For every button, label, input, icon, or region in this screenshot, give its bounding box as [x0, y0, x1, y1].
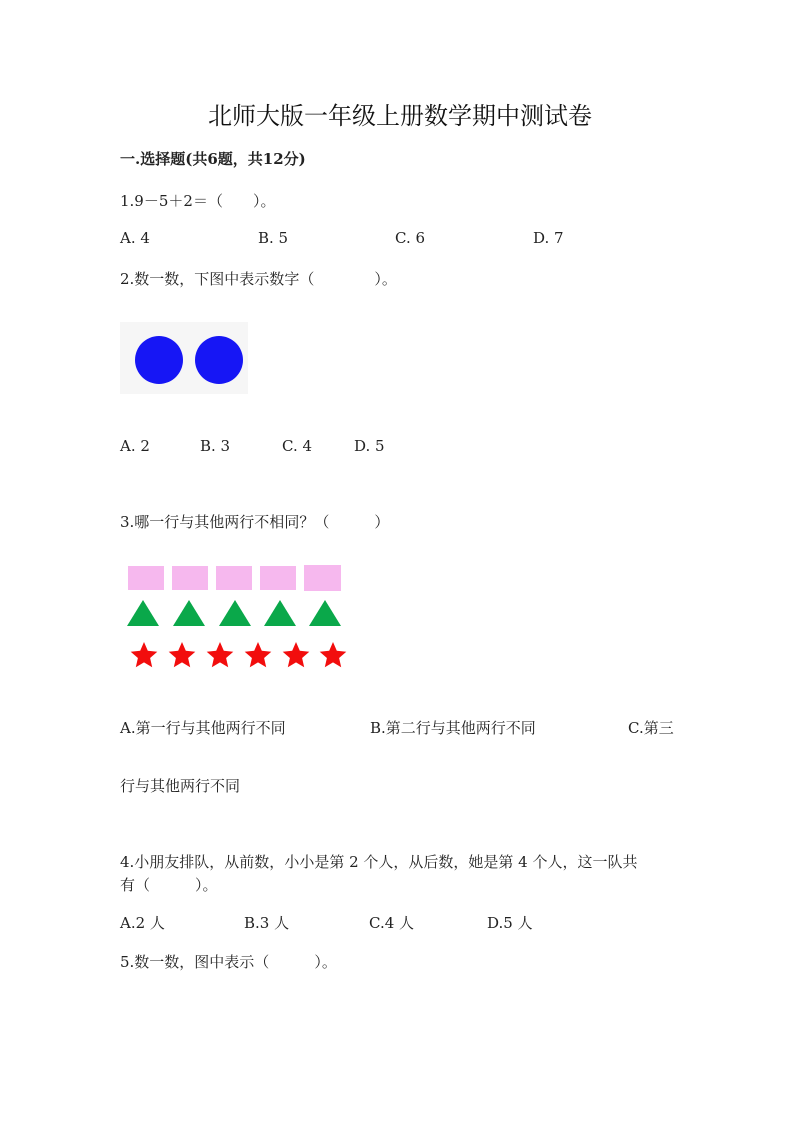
green-triangle: [173, 600, 205, 626]
question-3-figure: [124, 562, 354, 674]
red-star: [207, 642, 234, 667]
section-heading: 一.选择题(共6题，共12分): [120, 150, 306, 168]
pink-rectangle: [216, 566, 252, 590]
question-3-stem: 3.哪一行与其他两行不相同？（ ）: [120, 513, 390, 531]
question-1-option-b: B. 5: [258, 229, 289, 247]
pink-rectangle: [304, 565, 341, 591]
question-5-stem: 5.数一数，图中表示（ ）。: [120, 953, 337, 971]
question-4-option-c: C.4 人: [369, 914, 415, 932]
question-3-option-b: B.第二行与其他两行不同: [370, 719, 536, 737]
question-2-option-a: A. 2: [120, 437, 150, 455]
question-4-option-b: B.3 人: [244, 914, 290, 932]
pink-rectangle: [128, 566, 164, 590]
red-star: [131, 642, 158, 667]
question-3-option-a: A.第一行与其他两行不同: [120, 719, 286, 737]
question-3-option-c-continuation: 行与其他两行不同: [120, 777, 241, 795]
question-4-stem-line-1: 4.小朋友排队，从前数，小小是第 2 个人，从后数，她是第 4 个人，这一队共: [120, 853, 638, 871]
question-1-stem: 1.9－5＋2＝（ ）。: [120, 192, 276, 210]
red-star: [320, 642, 347, 667]
question-1-option-d: D. 7: [533, 229, 564, 247]
green-triangle: [127, 600, 159, 626]
red-star-row: [131, 642, 347, 667]
green-triangle: [309, 600, 341, 626]
question-3-option-c: C.第三: [628, 719, 674, 737]
question-2-figure: [120, 322, 248, 394]
pink-rectangle: [260, 566, 296, 590]
green-triangle-row: [127, 600, 341, 626]
question-2-option-d: D. 5: [354, 437, 385, 455]
question-4-stem-line-2: 有（ ）。: [120, 876, 218, 894]
red-star: [283, 642, 310, 667]
question-4-option-d: D.5 人: [487, 914, 533, 932]
question-1-option-c: C. 6: [395, 229, 426, 247]
red-star: [169, 642, 196, 667]
green-triangle: [264, 600, 296, 626]
question-2-stem: 2.数一数，下图中表示数字（ ）。: [120, 270, 397, 288]
red-star: [245, 642, 272, 667]
blue-circle: [195, 336, 243, 384]
pink-rectangle-row: [128, 565, 341, 591]
pink-rectangle: [172, 566, 208, 590]
question-4-option-a: A.2 人: [120, 914, 165, 932]
question-2-option-c: C. 4: [282, 437, 313, 455]
blue-circle: [135, 336, 183, 384]
question-1-option-a: A. 4: [120, 229, 150, 247]
question-2-option-b: B. 3: [200, 437, 231, 455]
page-title: 北师大版一年级上册数学期中测试卷: [208, 102, 592, 130]
green-triangle: [219, 600, 251, 626]
